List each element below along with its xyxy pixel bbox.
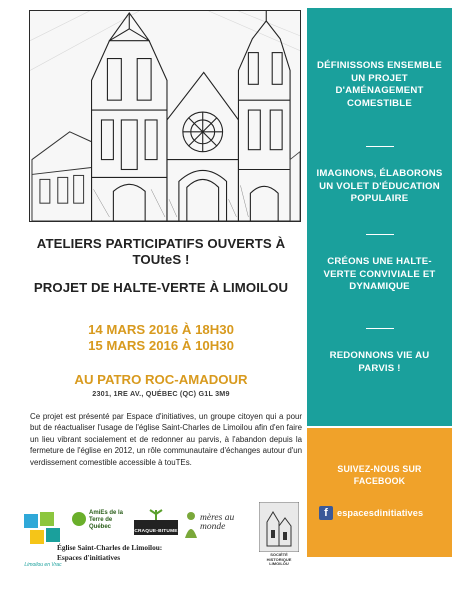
signature-line-2: Espaces d'initiatives [57, 552, 121, 562]
church-drawing [30, 11, 300, 221]
goals-panel [307, 8, 452, 426]
event-date-1: 14 MARS 2016 À 18H30 [88, 322, 234, 337]
earth-icon [72, 512, 86, 526]
facebook-link[interactable] [319, 504, 423, 522]
workshops-heading: ATELIERS PARTICIPATIFS OUVERTS À TOUteS ! [36, 236, 286, 267]
limoilou-logo-label: Limoilou en Vrac [24, 562, 62, 568]
historic-building-icon [259, 502, 299, 552]
venue-address: 2301, 1RE AV., QUÉBEC (QC) G1L 3M9 [92, 389, 230, 398]
panel-divider [366, 328, 394, 329]
amies-logo-label: AmiEs de la Terre de Québec [89, 510, 124, 530]
societe-historique-logo [259, 502, 299, 568]
craque-bitume-logo [134, 508, 178, 548]
event-dates [20, 322, 302, 354]
project-heading: PROJET DE HALTE-VERTE À LIMOILOU [33, 280, 289, 295]
panel-divider [366, 146, 394, 147]
craque-bitume-label: CRAQUE-BITUME [134, 529, 178, 534]
event-date-2: 15 MARS 2016 À 10H30 [88, 338, 234, 353]
amies-logo [72, 508, 130, 548]
church-illustration [29, 10, 301, 222]
follow-us-text: SUIVEZ-NOUS SUR FACEBOOK [337, 464, 422, 486]
church-signature [57, 543, 237, 562]
mother-icon [182, 510, 200, 540]
goal-statement-1: DÉFINISSONS ENSEMBLE UN PROJET D'AMÉNAGEMENT COMESTIBLE [316, 60, 442, 109]
goal-statement-4: REDONNONS VIE AU PARVIS ! [329, 350, 430, 374]
signature-line-1: Église Saint-Charles de Limoilou: [57, 543, 163, 552]
plant-icon [134, 508, 178, 528]
panel-divider [366, 234, 394, 235]
societe-historique-label: SOCIÉTÉ HISTORIQUE LIMOILOU [266, 552, 292, 567]
facebook-icon: f [319, 506, 333, 520]
goal-statement-2: IMAGINONS, ÉLABORONS UN VOLET D'ÉDUCATION POPULAIRE [316, 168, 443, 205]
meres-au-monde-label: mères au monde [200, 513, 235, 532]
social-panel [307, 428, 452, 557]
project-description: Ce projet est présenté par Espace d'initiatives, un groupe citoyen qui a pour but de réactualiser l'usage de l'église Saint-Charles de Limoilou afin d'en faire un lieu vibrant socialement et de redonner au parvis, à l'abandon depuis la fermeture de l'église en 2012, un rôle communautaire d'échanges autour d'un verdissement comestible accessible à touTEs. [30, 412, 302, 467]
meres-au-monde-logo [182, 508, 252, 548]
venue-name: AU PATRO ROC-AMADOUR [74, 372, 248, 387]
facebook-handle: espacesdinitiatives [337, 508, 424, 518]
goal-statement-3: CRÉONS UNE HALTE-VERTE CONVIVIALE ET DYNAMIQUE [323, 256, 436, 293]
